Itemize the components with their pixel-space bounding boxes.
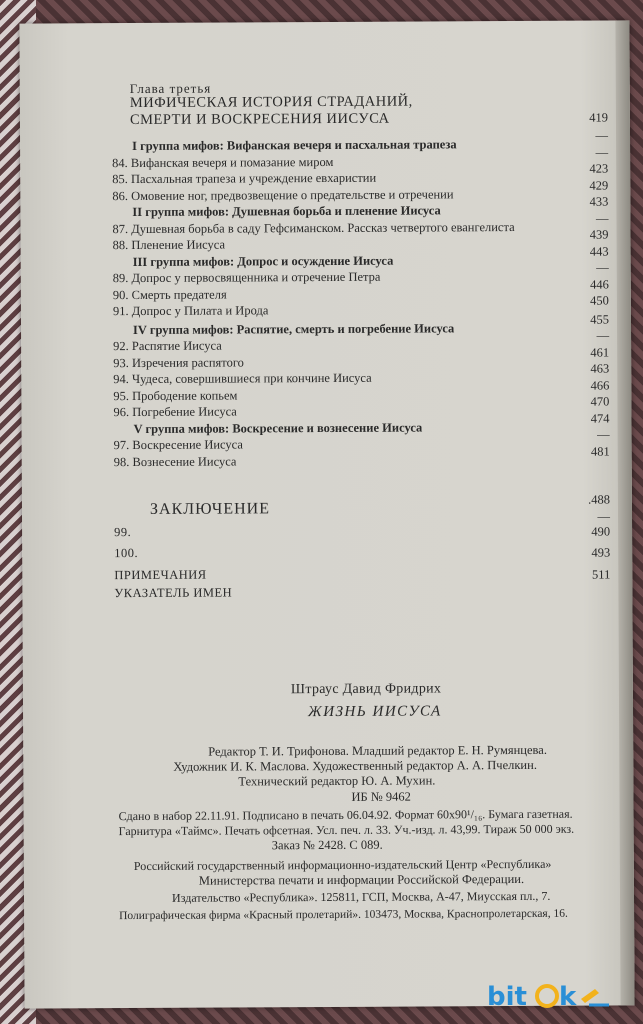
toc-page-number: 450: [590, 293, 609, 308]
toc-item: 94. Чудеса, совершившиеся при кончине Иисуса: [113, 370, 372, 387]
appendix-page-number: 493: [591, 545, 611, 560]
toc-item: 89. Допрос у первосвященника и отречение Петра: [112, 269, 381, 286]
book-page: [19, 20, 634, 1008]
appendix-page-number: 511: [591, 567, 611, 582]
appendix-item: 100.: [114, 545, 139, 561]
appendix-item: УКАЗАТЕЛЬ ИМЕН: [114, 585, 233, 601]
conclusion-page-number: .488: [588, 492, 610, 507]
toc-item: 90. Смерть предателя: [112, 287, 227, 302]
chapter-label: Глава третья: [129, 80, 212, 97]
bitok-watermark-logo: [485, 975, 615, 1015]
publisher-line-2: Министерства печати и информации Российской Федерации.: [198, 871, 525, 888]
print-details-3: Заказ № 2428. С 089.: [271, 837, 383, 853]
toc-page-number: —: [597, 427, 610, 442]
toc-group-heading: III группа мифов: Допрос и осуждение Иисуса: [132, 253, 394, 269]
toc-page-number: 461: [590, 345, 610, 360]
publisher-line-1: Российский государственный информационно-издательский Центр «Республика»: [133, 856, 552, 874]
toc-item: 88. Пленение Иисуса: [112, 237, 226, 253]
toc-page-number: 433: [589, 194, 609, 209]
toc-page-number: 481: [590, 444, 610, 459]
toc-item: 97. Воскресение Иисуса: [113, 437, 243, 453]
toc-group-heading: IV группа мифов: Распятие, смерть и погребение Иисуса: [132, 320, 455, 337]
toc-page-number: —: [596, 260, 609, 275]
print-details-1: Сдано в набор 22.11.91. Подписано в печать 06.04.92. Формат 60х90¹/₁₆. Бумага газетная.: [118, 806, 573, 824]
toc-page-number: 423: [589, 161, 609, 176]
chapter-heading-line-1: МИФИЧЕСКАЯ ИСТОРИЯ СТРАДАНИЙ,: [129, 93, 413, 112]
toc-group-heading: V группа мифов: Воскресение и вознесение Иисуса: [133, 420, 423, 436]
toc-page-number: 429: [589, 178, 609, 193]
toc-page-number: 466: [590, 378, 610, 393]
toc-item: 93. Изречения распятого: [113, 354, 244, 370]
toc-item: 98. Вознесение Иисуса: [113, 453, 237, 469]
toc-item: 86. Омовение ног, предвозвещение о предательстве и отречении: [112, 186, 454, 203]
toc-page-number: 446: [590, 277, 609, 292]
editors-line-1: Редактор Т. И. Трифонова. Младший редактор Е. Н. Румянцева.: [208, 742, 547, 759]
conclusion-dash: —: [597, 509, 611, 524]
editors-line-3: Технический редактор Ю. А. Мухин.: [238, 773, 436, 789]
toc-page-number: 474: [590, 411, 610, 426]
toc-item: 85. Пасхальная трапеза и учреждение евхаристии: [112, 170, 377, 187]
editors-line-2: Художник И. К. Маслова. Художественный редактор А. А. Пчелкин.: [173, 757, 537, 774]
toc-item: 84. Вифанская вечеря и помазание миром: [112, 154, 334, 170]
appendix-item: 99.: [114, 525, 132, 540]
toc-item: 92. Распятие Иисуса: [113, 338, 222, 354]
chapter-page-number: 419: [589, 110, 608, 125]
chapter-heading-line-2: СМЕРТИ И ВОСКРЕСЕНИЯ ИИСУСА: [129, 110, 390, 129]
toc-page-number: —: [595, 145, 609, 160]
toc-page-number: 443: [589, 244, 609, 259]
toc-page-number: —: [596, 328, 610, 343]
printer-line: Полиграфическая фирма «Красный пролетарий». 103473, Москва, Краснопролетарская, 16.: [119, 907, 568, 923]
toc-group-heading: II группа мифов: Душевная борьба и пленение Иисуса: [132, 203, 441, 220]
svg-text:k: k: [559, 982, 577, 1012]
toc-item: 96. Погребение Иисуса: [113, 404, 237, 420]
print-details-2: Гарнитура «Таймс». Печать офсетная. Усл. печ. л. 33. Уч.-изд. л. 43,99. Тираж 50 000 экз.: [118, 821, 575, 839]
toc-page-number: 463: [590, 361, 610, 376]
svg-text:bit: bit: [487, 982, 527, 1012]
ib-number: ИБ № 9462: [351, 789, 411, 804]
toc-item: 91. Допрос у Пилата и Ирода: [112, 303, 269, 319]
toc-page-number: —: [595, 128, 609, 143]
toc-page-number: —: [595, 211, 609, 226]
author-name: Штраус Давид Фридрих: [290, 681, 442, 698]
bitok-logo-icon: [485, 975, 615, 1015]
toc-group-heading: I группа мифов: Вифанская вечеря и пасхальная трапеза: [132, 137, 457, 154]
book-title: ЖИЗНЬ ИИСУСА: [307, 703, 442, 721]
toc-page-number: 470: [590, 394, 610, 409]
toc-page-number: 455: [590, 312, 610, 327]
toc-page-number: 439: [589, 227, 609, 242]
appendix-item: ПРИМЕЧАНИЯ: [114, 567, 207, 583]
toc-item: 95. Прободение копьем: [113, 387, 238, 403]
conclusion-heading: ЗАКЛЮЧЕНИЕ: [149, 500, 270, 518]
publisher-line-3: Издательство «Республика». 125811, ГСП, Москва, А-47, Миусская пл., 7.: [171, 888, 551, 905]
appendix-page-number: 490: [591, 524, 611, 539]
toc-item: 87. Душевная борьба в саду Гефсиманском. Рассказ четвертого евангелиста: [112, 219, 515, 236]
